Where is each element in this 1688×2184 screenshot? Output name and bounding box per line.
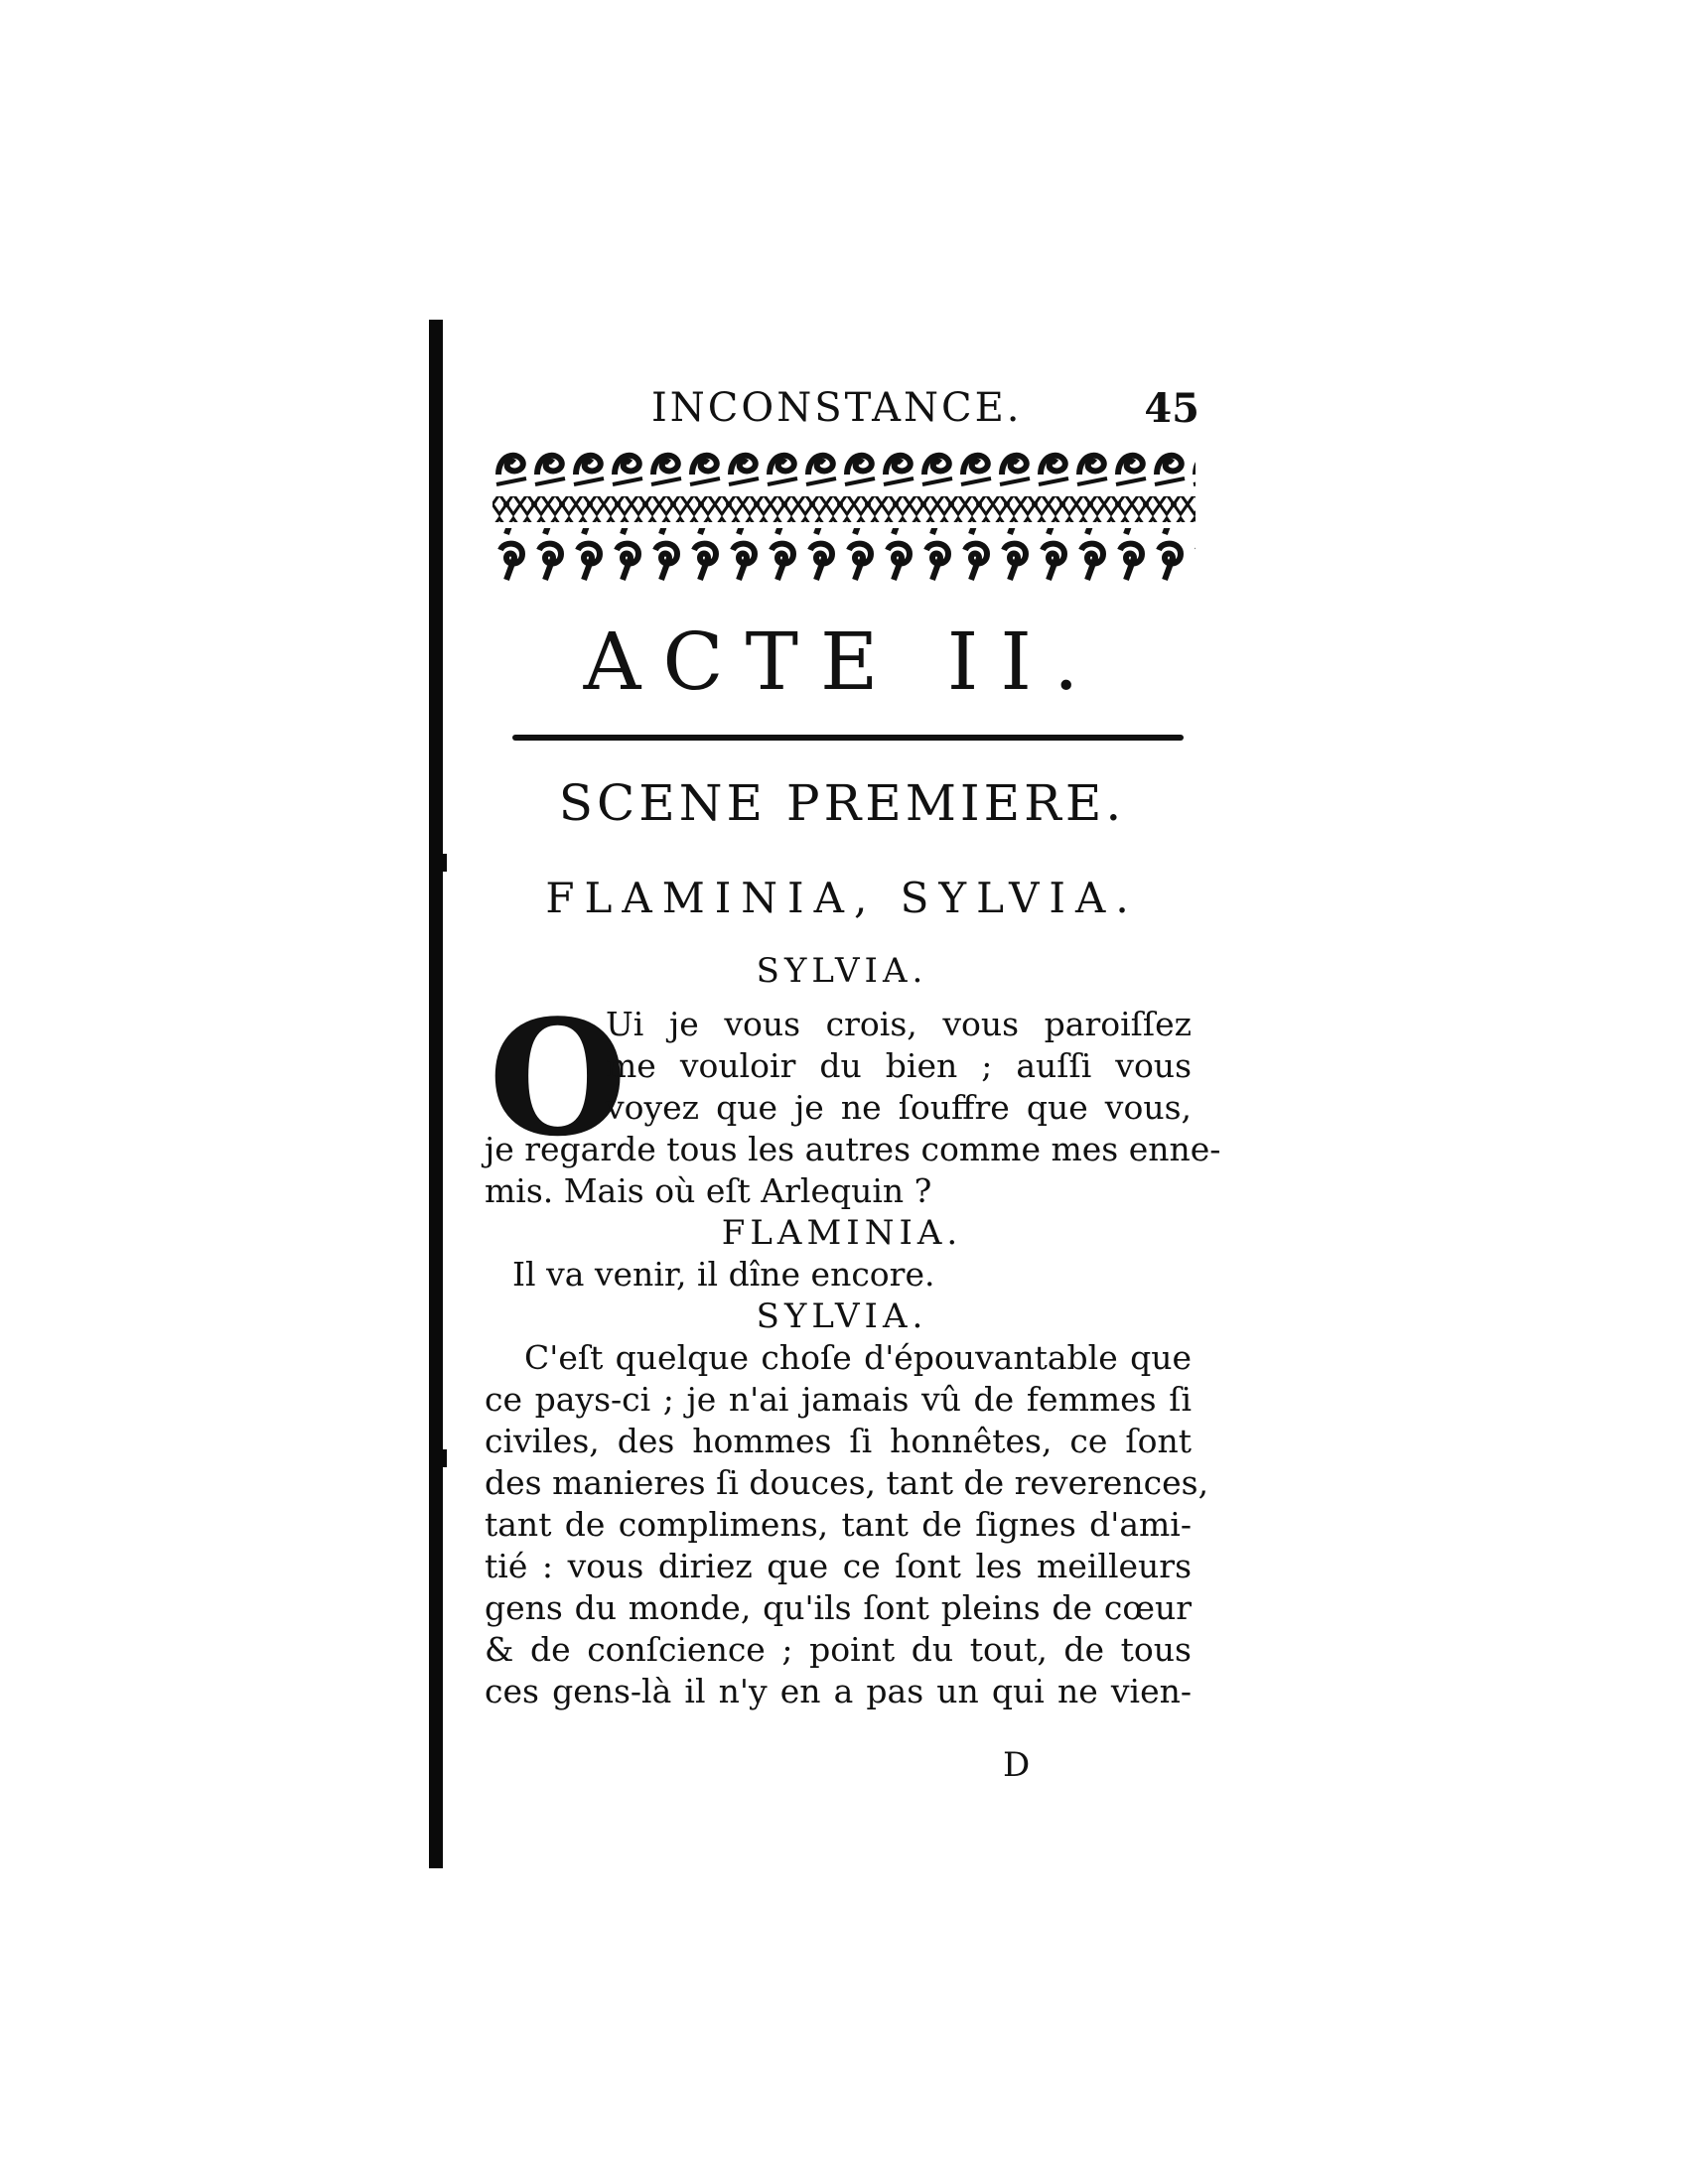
text-line: C'eſt quelque choſe d'épouvantable que [524, 1338, 1192, 1377]
drop-cap: O [489, 985, 628, 1171]
text-line: ce pays-ci ; je n'ai jamais vû de femmes ſi [485, 1380, 1192, 1419]
ornament-band [492, 445, 1196, 586]
text-line: gens du monde, qu'ils ſont pleins de cœur [485, 1588, 1192, 1627]
speaker-flaminia: FLAMINIA. [721, 1213, 963, 1253]
running-head [485, 385, 1199, 439]
text-line: tant de complimens, tant de ſignes d'ami- [485, 1505, 1192, 1544]
signature-mark: D [1003, 1745, 1031, 1785]
page-number: 45 [1144, 385, 1199, 432]
text-line: me vouloir du bien ; auſſi vous [606, 1046, 1192, 1085]
scene-title: SCENE PREMIERE. [558, 774, 1126, 832]
text-line: Ui je vous crois, vous paroiſſez [606, 1005, 1192, 1043]
binding-edge [429, 320, 443, 1868]
text-line: & de conſcience ; point du tout, de tous [485, 1630, 1192, 1669]
speaker-sylvia: SYLVIA. [756, 1297, 928, 1336]
act-title: ACTE II. [583, 615, 1101, 708]
text-line: mis. Mais où eſt Arlequin ? [485, 1171, 932, 1210]
speaker-sylvia: SYLVIA. [756, 951, 928, 991]
running-title: INCONSTANCE. [651, 385, 1023, 431]
text-line: tié : vous diriez que ce ſont les meilleurs [485, 1547, 1192, 1585]
text-line: civiles, des hommes ſi honnêtes, ce ſont [485, 1422, 1192, 1460]
character-list: FLAMINIA, SYLVIA. [545, 874, 1139, 922]
book-page [485, 385, 1221, 1795]
text-line: des manieres ſi douces, tant de reverences, [485, 1463, 1209, 1502]
text-line: je regarde tous les autres comme mes enne- [485, 1130, 1221, 1168]
text-line: voyez que je ne ſouffre que vous, [606, 1088, 1192, 1127]
divider-rule [512, 735, 1184, 741]
text-line: Il va venir, il dîne encore. [512, 1255, 935, 1294]
binding-notch [443, 1449, 447, 1467]
binding-notch [443, 854, 447, 872]
text-line: ces gens-là il n'y en a pas un qui ne vien- [485, 1672, 1192, 1710]
